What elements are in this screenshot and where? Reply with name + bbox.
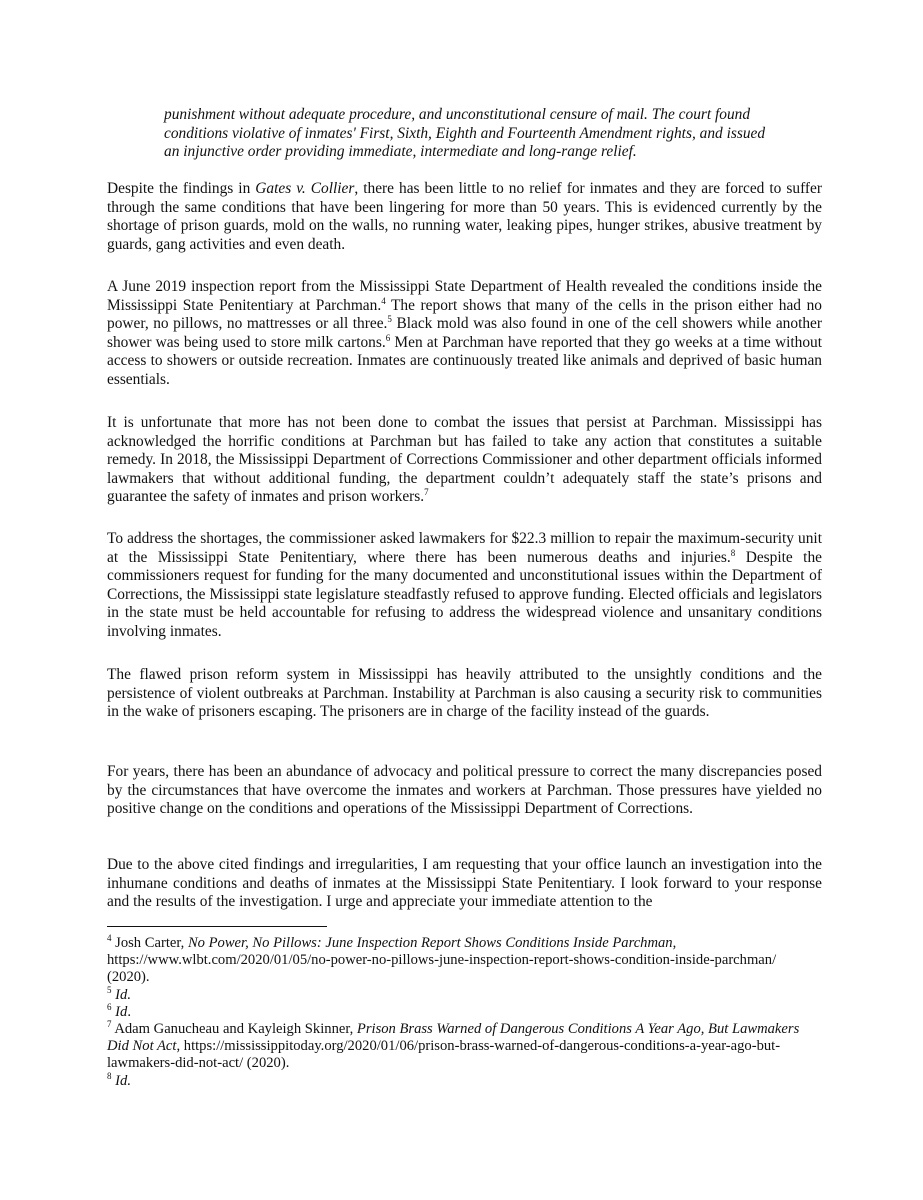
footnote-divider <box>107 926 327 927</box>
footnote-4 <box>107 935 822 987</box>
paragraph-advocacy: For years, there has been an abundance of advocacy and political pressure to correct the many discrepancies posed by the circumstances that have overcome the inmates and workers at Parchman. Those pressures have yielded no positive change on the conditions and operations of the Mississippi Department of Corrections. <box>107 763 822 818</box>
footnote-url: https://www.wlbt.com/2020/01/05/no-power-no-pillows-june-inspection-report-shows-condition-inside-parchman/ <box>107 952 777 969</box>
footnote-number: 4 <box>107 933 112 943</box>
footnote-ref: 7 <box>424 487 429 498</box>
paragraph-text: Despite the commissioners request for funding for the many documented and unconstitutional issues within the Department of Corrections, the Mississippi state legislature steadfastly refused to approve funding. Elected officials and legislators in the state must be held accountable for refusing to address the widespread violence and unsanitary conditions involving inmates. <box>107 548 822 640</box>
footnote-ref: 4 <box>381 295 386 306</box>
paragraph-text: Despite the findings in <box>107 180 256 197</box>
footnote-ref: 5 <box>387 314 392 325</box>
paragraph-request: Due to the above cited findings and irregularities, I am requesting that your office launch an investigation into the inhumane conditions and deaths of inmates at the Mississippi State Penitentiary. I look forward to your response and the results of the investigation. I urge and appreciate your immediate attention to the <box>107 856 822 911</box>
paragraph-text: To address the shortages, the commissioner asked lawmakers for $22.3 million to repair the maximum-security unit at the Mississippi State Penitentiary, where there has been numerous deaths and injuries. <box>107 530 822 566</box>
quote-line: punishment without adequate procedure, and unconstitutional censure of mail. The court found <box>164 106 751 123</box>
footnote-title: No Power, No Pillows: June Inspection Report Shows Conditions Inside Parchman <box>187 935 673 951</box>
footnote-8 <box>107 1073 822 1090</box>
footnote-separator: , <box>672 935 677 951</box>
footnote-text: . <box>127 1004 131 1020</box>
footnote-ref: 6 <box>385 332 391 343</box>
footnote-author: Adam Ganucheau and Kayleigh Skinner, <box>111 1021 357 1037</box>
paragraph-text: It is unfortunate that more has not been done to combat the issues that persist at Parchman. Mississippi has acknowledged the horrific conditions at Parchman but has failed to take any action that constitutes a suitable remedy. In 2018, the Mississippi Department of Corrections Commissioner and other department officials informed lawmakers that without additional funding, the department couldn’t adequately staff the state’s prisons and guarantee the safety of inmates and prison workers. <box>107 414 822 506</box>
footnote-url: , https://mississippitoday.org/2020/01/06/prison-brass-warned-of-dangerous-conditions-a-year-ago-but-lawmakers-did-not-act/ (2020). <box>107 1038 781 1072</box>
block-quote <box>164 106 822 162</box>
footnote-text: Id. <box>115 1073 131 1089</box>
paragraph-inspection-report <box>107 278 822 390</box>
quote-line: conditions violative of inmates' First, Sixth, Eighth and Fourteenth Amendment rights, and issued <box>164 124 766 142</box>
footnote-number: 8 <box>107 1071 112 1081</box>
paragraph-shortages <box>107 530 822 642</box>
footnote-text: Id <box>115 1004 128 1020</box>
footnote-author: Josh Carter, <box>111 935 188 951</box>
footnote-6 <box>107 1004 822 1021</box>
paragraph-unfortunate <box>107 414 822 507</box>
paragraph-text: Black mold was also found in one of the cell showers while another shower was being used to store milk cartons. <box>107 315 822 351</box>
paragraph-text: Men at Parchman have reported that they go weeks at a time without access to showers or outside recreation. Inmates are continuously treated like animals and deprived of basic human essentials. <box>107 333 822 388</box>
footnote-7 <box>107 1021 822 1073</box>
paragraph-text: A June 2019 inspection report from the Mississippi State Department of Health revealed the conditions inside the Mississippi State Penitentiary at Parchman. <box>107 278 822 314</box>
case-name: Gates v. Collier <box>255 180 355 197</box>
footnote-number: 6 <box>107 1002 112 1012</box>
footnote-year: (2020). <box>107 969 150 986</box>
footnote-text: Id. <box>115 987 131 1003</box>
footnote-number: 7 <box>107 1019 112 1029</box>
paragraph-flawed-reform: The flawed prison reform system in Mississippi has heavily attributed to the unsightly conditions and the persistence of violent outbreaks at Parchman. Instability at Parchman is also causing a security risk to communities in the wake of prisoners escaping. The prisoners are in charge of the facility instead of the guards. <box>107 666 822 721</box>
paragraph-text: The report shows that many of the cells in the prison either had no power, no pillows, no mattresses or all three. <box>107 296 822 333</box>
footnote-5 <box>107 987 822 1004</box>
footnote-number: 5 <box>107 985 112 995</box>
footnote-title: Prison Brass Warned of Dangerous Conditions A Year Ago, But Lawmakers Did Not Act <box>107 1021 800 1055</box>
footnote-ref: 8 <box>730 547 736 558</box>
paragraph-text: , there has been little to no relief for inmates and they are forced to suffer through the same conditions that have been lingering for more than 50 years. This is evidenced currently by the shortage of prison guards, mold on the walls, no running water, leaking pipes, hunger strikes, abusive treatment by guards, gang activities and even death. <box>107 180 822 253</box>
quote-line: an injunctive order providing immediate, intermediate and long-range relief. <box>164 143 637 161</box>
paragraph-gates-v-collier <box>107 180 822 254</box>
